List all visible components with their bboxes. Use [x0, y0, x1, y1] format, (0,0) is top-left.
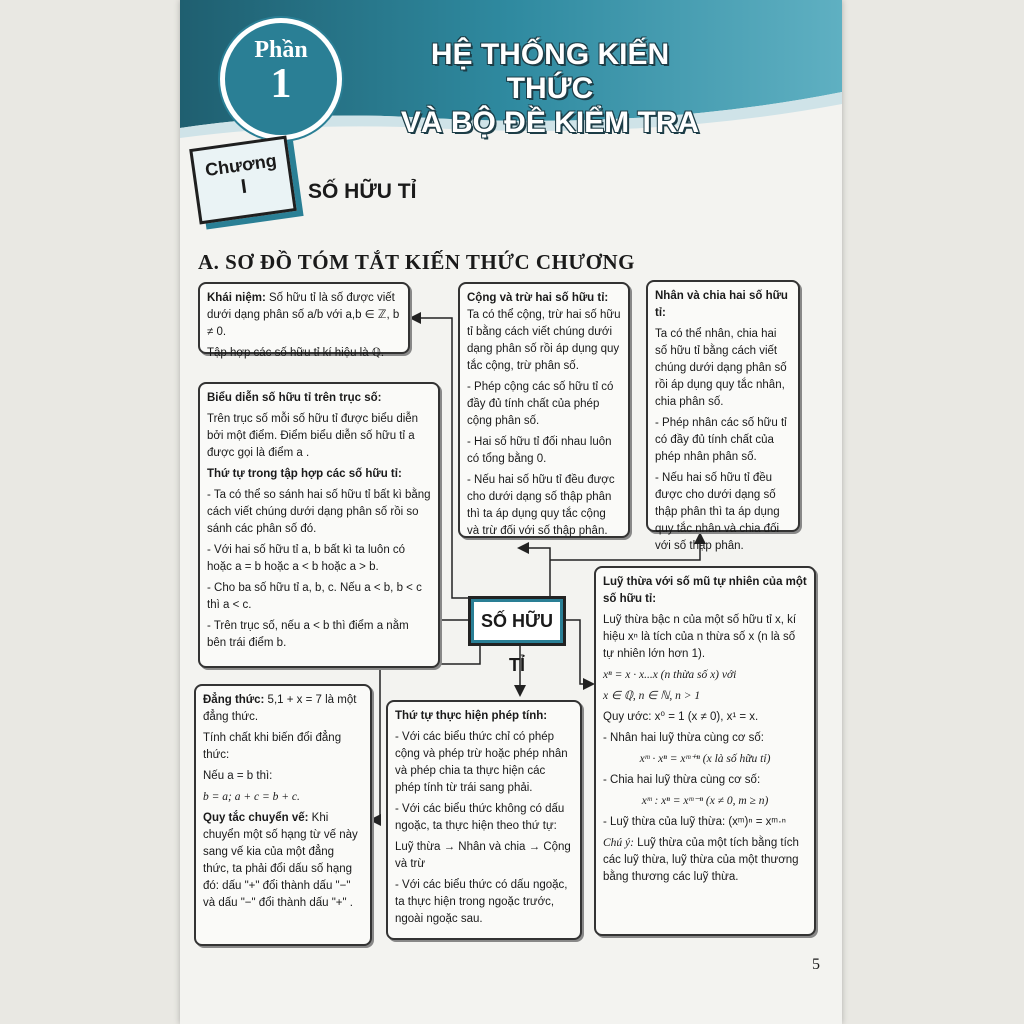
equality-property: Tính chất khi biến đổi đẳng thức: — [203, 732, 342, 761]
concept-set-text: Tập hợp các số hữu tỉ kí hiệu là ℚ. — [207, 347, 385, 359]
equality-then: b = a; a + c = b + c. — [203, 791, 300, 803]
order-item-1: - Ta có thể so sánh hai số hữu tỉ bất kì bằng cách viết chúng dưới dạng phân số rồi so sánh các phân số đó. — [207, 489, 431, 535]
addition-heading: Cộng và trừ hai số hữu tỉ: — [467, 292, 609, 304]
addition-box — [458, 282, 630, 538]
power-note-label: Chú ý: — [603, 837, 634, 849]
order-item-3: - Cho ba số hữu tỉ a, b, c. Nếu a < b, b < c thì a < c. — [207, 582, 422, 611]
power-rule-1-formula: xᵐ · xⁿ = xᵐ⁺ⁿ (x là số hữu tỉ) — [639, 753, 771, 765]
multiplication-item-2: - Nếu hai số hữu tỉ đều được cho dưới dạng số thập phân thì ta áp dụng quy tắc nhân và chia đối với số thập phân. — [655, 472, 780, 552]
title-line-2: VÀ BỘ ĐỀ KIỂM TRA — [400, 106, 700, 139]
power-definition: Luỹ thừa bậc n của một số hữu tỉ x, kí hiệu xⁿ là tích của n thừa số x (n là số tự nhiên lớn hơn 1). — [603, 614, 797, 660]
power-convention: Quy ước: x⁰ = 1 (x ≠ 0), x¹ = x. — [603, 711, 759, 723]
chapter-number: I — [239, 175, 249, 199]
power-rule-2-formula: xᵐ : xⁿ = xᵐ⁻ⁿ (x ≠ 0, m ≥ n) — [641, 795, 769, 807]
equality-box — [194, 684, 372, 946]
operation-order-item-1: - Với các biểu thức chỉ có phép cộng và phép trừ hoặc phép nhân và phép chia ta thực hiện các phép tính từ trái sang phải. — [395, 731, 568, 794]
number-line-text: Trên trục số mỗi số hữu tỉ được biểu diễn bởi một điểm. Điểm biểu diễn số hữu tỉ a được gọi là điểm a . — [207, 413, 419, 459]
number-line-box — [198, 382, 440, 668]
power-box — [594, 566, 816, 936]
power-rule-3: - Luỹ thừa của luỹ thừa: (xᵐ)ⁿ = xᵐ·ⁿ — [603, 816, 787, 828]
power-rule-1: - Nhân hai luỹ thừa cùng cơ số: — [603, 732, 764, 744]
operation-order-item-2: - Với các biểu thức không có dấu ngoặc, ta thực hiện theo thứ tự: — [395, 803, 565, 832]
order-heading: Thứ tự trong tập hợp các số hữu tỉ: — [207, 468, 402, 480]
concept-box — [198, 282, 410, 359]
multiplication-item-1: - Phép nhân các số hữu tỉ có đầy đủ tính chất của phép nhân phân số. — [655, 417, 787, 463]
title-line-1: HỆ THỐNG KIẾN THỨC — [430, 38, 670, 105]
page-number: 5 — [812, 956, 820, 973]
concept-heading: Khái niệm: — [207, 292, 266, 304]
chapter-word: Chương — [203, 150, 278, 181]
power-heading: Luỹ thừa với số mũ tự nhiên của một số hữu tỉ: — [603, 576, 807, 605]
operation-order-item-3: Luỹ thừa → Nhân và chia → Cộng và trừ — [395, 841, 571, 870]
part-number: 1 — [270, 61, 292, 107]
power-note: Luỹ thừa của một tích bằng tích các luỹ thừa, luỹ thừa của một thương bằng thương các luỹ thừa. — [603, 837, 799, 883]
transpose-heading: Quy tắc chuyển vế: — [203, 812, 309, 824]
section-title: A. SƠ ĐỒ TÓM TẮT KIẾN THỨC CHƯƠNG — [198, 250, 635, 274]
equality-text: 5,1 + x = 7 là một đẳng thức. — [203, 694, 357, 723]
multiplication-heading: Nhân và chia hai số hữu tỉ: — [655, 290, 788, 319]
center-topic: SỐ HỮU TỈ — [468, 596, 566, 646]
transpose-text: Khi chuyển một số hạng từ vế này sang vế kia của một đẳng thức, ta phải đổi dấu số hạng đó: dấu "+" đổi thành dấu "−" và dấu "−" đổi thành dấu "+" . — [203, 812, 358, 909]
order-item-2: - Với hai số hữu tỉ a, b bất kì ta luôn có hoặc a = b hoặc a < b hoặc a > b. — [207, 544, 406, 573]
multiplication-box — [646, 280, 800, 552]
power-formula-1: xⁿ = x · x...x (n thừa số x) với — [603, 669, 737, 681]
multiplication-text: Ta có thể nhân, chia hai số hữu tỉ bằng cách viết chúng dưới dạng phân số rồi áp dụng quy tắc nhân, chia phân số. — [655, 328, 787, 408]
operation-order-heading: Thứ tự thực hiện phép tính: — [395, 710, 548, 722]
addition-text: Ta có thể cộng, trừ hai số hữu tỉ bằng cách viết chúng dưới dạng phân số rồi áp dụng quy tắc cộng, trừ phân số. — [467, 309, 621, 372]
addition-item-1: - Phép cộng các số hữu tỉ có đầy đủ tính chất của phép cộng phân số. — [467, 381, 614, 427]
chapter-title: SỐ HỮU TỈ — [308, 180, 417, 203]
operation-order-item-4: - Với các biểu thức có dấu ngoặc, ta thực hiện trong ngoặc trước, ngoài ngoặc sau. — [395, 879, 568, 925]
concept-text: Số hữu tỉ là số được viết dưới dạng phân số a/b với a,b ∈ ℤ, b ≠ 0. — [207, 292, 400, 338]
power-formula-2: x ∈ ℚ, n ∈ ℕ, n > 1 — [603, 690, 701, 702]
textbook-page — [180, 0, 842, 1024]
equality-heading: Đẳng thức: — [203, 694, 265, 706]
operation-order-box — [386, 700, 582, 940]
number-line-heading: Biểu diễn số hữu tỉ trên trục số: — [207, 392, 382, 404]
equality-if: Nếu a = b thì: — [203, 770, 273, 782]
part-word: Phần — [254, 37, 308, 63]
power-rule-2: - Chia hai luỹ thừa cùng cơ số: — [603, 774, 761, 786]
addition-item-3: - Nếu hai số hữu tỉ đều được cho dưới dạng số thập phân thì ta áp dụng quy tắc cộng và trừ đối với số thập phân. — [467, 474, 615, 537]
order-item-4: - Trên trục số, nếu a < b thì điểm a nằm bên trái điểm b. — [207, 620, 409, 649]
addition-item-2: - Hai số hữu tỉ đối nhau luôn có tổng bằng 0. — [467, 436, 612, 465]
